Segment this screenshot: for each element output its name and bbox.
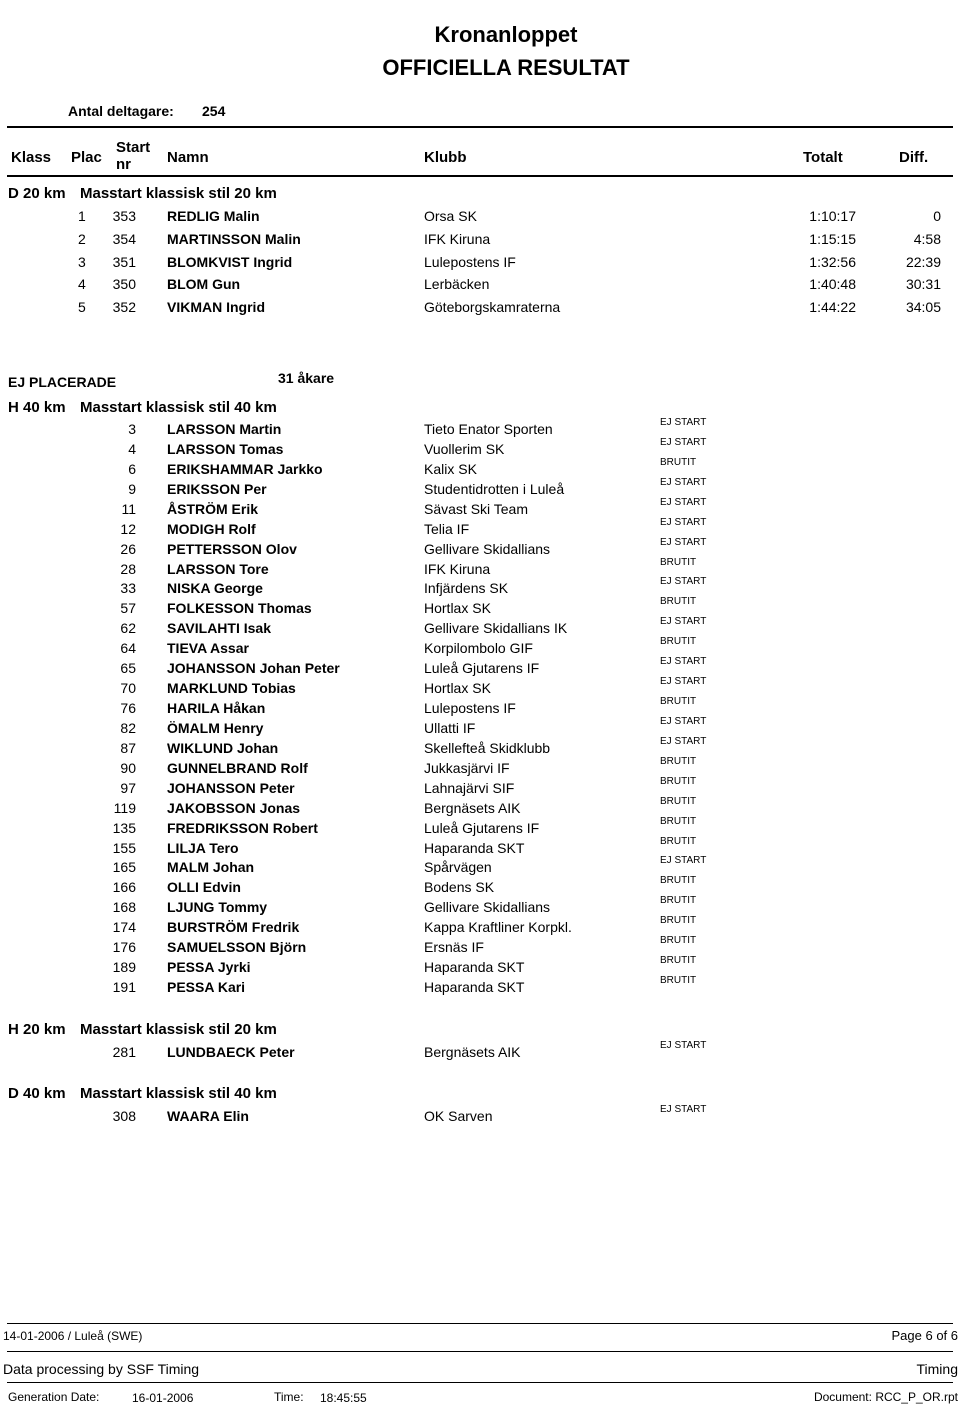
start-number: 97 (120, 779, 136, 796)
result-row (0, 254, 960, 274)
start-number: 165 (112, 859, 136, 876)
athlete-name: SAVILAHTI Isak (167, 620, 271, 637)
athlete-name: GUNNELBRAND Rolf (167, 759, 308, 776)
placement: 2 (78, 230, 86, 247)
start-number: 354 (112, 230, 136, 247)
status-label: BRUTIT (660, 556, 697, 568)
club-name: Hortlax SK (424, 600, 491, 617)
col-totalt: Totalt (803, 149, 843, 166)
club-name: Ullatti IF (424, 719, 476, 736)
club-name: Orsa SK (424, 208, 477, 224)
status-label: BRUTIT (660, 795, 697, 807)
club-name: Hortlax SK (424, 680, 491, 697)
class-code: D 20 km (8, 185, 66, 202)
athlete-name: FREDRIKSSON Robert (167, 819, 318, 836)
athlete-name: JOHANSSON Peter (167, 779, 295, 796)
status-label: BRUTIT (660, 815, 697, 827)
start-number: 119 (113, 799, 136, 816)
status-label: BRUTIT (660, 875, 697, 887)
start-number: 90 (120, 759, 136, 776)
total-time: 1:40:48 (809, 276, 856, 293)
athlete-name: BLOM Gun (167, 276, 241, 293)
status-label: EJ START (660, 1040, 707, 1051)
entry-row (0, 496, 960, 521)
athlete-name: PETTERSSON Olov (167, 540, 297, 557)
entry-row (0, 556, 960, 581)
status-label: EJ START (660, 855, 707, 867)
unplaced-count: 31 åkare (278, 370, 335, 386)
start-number: 26 (120, 540, 136, 557)
entry-row (0, 656, 960, 680)
start-number: 168 (112, 899, 136, 916)
athlete-name: LARSSON Martin (167, 421, 282, 437)
footer-date-place: 14-01-2006 / Luleå (SWE) (3, 1329, 143, 1343)
placement: 4 (78, 276, 86, 293)
status-label: BRUTIT (660, 456, 697, 468)
club-name: Bodens SK (424, 879, 495, 896)
club-name: Haparanda SKT (424, 959, 525, 976)
footer-generation-date: 16-01-2006 (132, 1391, 194, 1405)
club-name: Lulepostens IF (424, 253, 516, 270)
col-diff: Diff. (899, 149, 929, 166)
start-number: 82 (120, 719, 136, 736)
athlete-name: HARILA Håkan (167, 700, 266, 717)
entry-row (0, 576, 960, 600)
class-name: Masstart klassisk stil 20 km (80, 185, 277, 202)
club-name: Skellefteå Skidklubb (424, 739, 551, 756)
status-label: EJ START (660, 735, 707, 747)
athlete-name: LJUNG Tommy (167, 899, 268, 916)
col-start-nr: nr (116, 156, 131, 173)
start-number: 174 (112, 919, 136, 936)
entry-row (0, 875, 960, 899)
footer-rule-bottom (7, 1382, 953, 1383)
athlete-name: LILJA Tero (167, 839, 239, 856)
athlete-name: ÖMALM Henry (167, 719, 264, 736)
club-name: Haparanda SKT (424, 979, 525, 996)
athlete-name: VIKMAN Ingrid (167, 299, 265, 316)
status-label: BRUTIT (660, 775, 697, 787)
result-row (0, 208, 960, 228)
entry-row (0, 855, 960, 879)
entry-row (0, 935, 960, 959)
club-name: Lulepostens IF (424, 700, 516, 717)
start-number: 135 (112, 819, 136, 836)
athlete-name: MARKLUND Tobias (167, 680, 296, 697)
participants-count: 254 (202, 103, 226, 119)
club-name: Kappa Kraftliner Korpkl. (424, 919, 572, 936)
status-label: EJ START (660, 656, 707, 668)
entry-row (0, 775, 960, 800)
entry-row (0, 696, 960, 720)
athlete-name: TIEVA Assar (167, 640, 249, 657)
athlete-name: MODIGH Rolf (167, 520, 256, 537)
class-name: Masstart klassisk stil 40 km (80, 1085, 277, 1102)
club-name: Korpilombolo GIF (424, 640, 533, 657)
athlete-name: ERIKSSON Per (167, 480, 267, 497)
club-name: Sävast Ski Team (424, 500, 529, 517)
class-code: D 40 km (8, 1085, 66, 1102)
total-time: 1:15:15 (809, 230, 856, 247)
footer-timing: Timing (916, 1361, 958, 1377)
club-name: Infjärdens SK (424, 580, 509, 597)
footer-processing: Data processing by SSF Timing (3, 1361, 200, 1377)
entry-row (0, 456, 960, 481)
participants-label: Antal deltagare: (68, 103, 174, 119)
start-number: 281 (112, 1044, 136, 1060)
athlete-name: LARSSON Tore (167, 560, 269, 577)
time-diff: 0 (933, 208, 941, 224)
entry-row (0, 516, 960, 541)
athlete-name: PESSA Kari (167, 979, 246, 996)
start-number: 76 (120, 700, 136, 717)
entry-row (0, 636, 960, 660)
result-row (0, 231, 960, 251)
club-name: Jukkasjärvi IF (424, 759, 510, 776)
start-number: 65 (120, 660, 136, 677)
club-name: Haparanda SKT (424, 839, 525, 856)
club-name: Göteborgskamraterna (424, 299, 561, 316)
start-number: 353 (112, 208, 136, 224)
status-label: BRUTIT (660, 895, 697, 907)
start-number: 11 (121, 500, 136, 517)
status-label: EJ START (660, 715, 707, 727)
club-name: Gellivare Skidallians (424, 540, 551, 557)
athlete-name: WIKLUND Johan (167, 739, 279, 756)
status-label: BRUTIT (660, 696, 697, 708)
entry-row (0, 895, 960, 919)
start-number: 70 (120, 680, 136, 697)
placement: 1 (78, 208, 86, 224)
athlete-name: BLOMKVIST Ingrid (167, 253, 293, 270)
entry-row (0, 955, 960, 979)
entry-row (0, 616, 960, 640)
start-number: 64 (120, 640, 136, 657)
status-label: EJ START (660, 616, 707, 628)
athlete-name: MALM Johan (167, 859, 255, 876)
class-name: Masstart klassisk stil 20 km (80, 1021, 277, 1038)
status-label: BRUTIT (660, 955, 697, 967)
club-name: Vuollerim SK (424, 440, 505, 457)
placement: 5 (78, 299, 86, 316)
footer-time-label: Time: (274, 1390, 304, 1404)
athlete-name: OLLI Edvin (167, 879, 241, 896)
entry-row (0, 715, 960, 740)
status-label: EJ START (660, 417, 707, 428)
status-label: EJ START (660, 516, 707, 528)
entry-row (0, 755, 960, 780)
status-label: EJ START (660, 676, 707, 688)
entry-row (0, 596, 960, 620)
status-label: EJ START (660, 436, 707, 448)
document-subtitle: OFFICIELLA RESULTAT (382, 55, 630, 80)
club-name: IFK Kiruna (424, 560, 491, 577)
entry-row (0, 735, 960, 760)
status-label: EJ START (660, 536, 707, 548)
entry-row (0, 417, 960, 441)
col-start: Start (116, 139, 151, 156)
athlete-name: JAKOBSSON Jonas (167, 799, 301, 816)
unplaced-heading: EJ PLACERADE (8, 374, 117, 390)
class-name: Masstart klassisk stil 40 km (80, 399, 277, 416)
start-number: 62 (120, 620, 136, 637)
footer-document: Document: RCC_P_OR.rpt (813, 1390, 958, 1404)
start-number: 4 (128, 440, 136, 457)
placement: 3 (78, 253, 86, 270)
time-diff: 30:31 (905, 276, 941, 293)
club-name: Ersnäs IF (424, 939, 484, 956)
club-name: Spårvägen (424, 859, 492, 876)
total-time: 1:10:17 (809, 208, 856, 224)
result-row (0, 299, 960, 319)
athlete-name: WAARA Elin (167, 1108, 249, 1124)
status-label: BRUTIT (660, 915, 697, 927)
club-name: IFK Kiruna (424, 230, 491, 247)
entry-row (0, 915, 960, 939)
start-number: 350 (112, 276, 136, 293)
result-row (0, 276, 960, 296)
footer-page: Page 6 of 6 (891, 1328, 958, 1343)
club-name: Gellivare Skidallians IK (424, 620, 568, 637)
entry-row (0, 975, 960, 999)
status-label: BRUTIT (660, 935, 697, 947)
athlete-name: LARSSON Tomas (167, 440, 284, 457)
status-label: EJ START (660, 496, 707, 508)
status-label: BRUTIT (660, 636, 697, 648)
club-name: Telia IF (424, 520, 470, 537)
start-number: 6 (128, 460, 136, 477)
time-diff: 4:58 (913, 230, 941, 247)
time-diff: 22:39 (905, 253, 941, 270)
start-number: 189 (112, 959, 136, 976)
status-label: EJ START (660, 476, 707, 488)
status-label: BRUTIT (660, 596, 697, 608)
footer-time-value: 18:45:55 (320, 1391, 367, 1405)
club-name: Bergnäsets AIK (424, 1044, 521, 1060)
entry-row (0, 795, 960, 820)
total-time: 1:44:22 (809, 299, 856, 316)
athlete-name: ÅSTRÖM Erik (167, 500, 259, 517)
start-number: 166 (112, 879, 136, 896)
footer-generation-label: Generation Date: (8, 1390, 100, 1404)
status-label: BRUTIT (660, 975, 697, 987)
footer-rule-middle (7, 1351, 953, 1352)
club-name: Lahnajärvi SIF (424, 779, 515, 796)
athlete-name: JOHANSSON Johan Peter (167, 660, 340, 677)
col-namn: Namn (167, 149, 209, 166)
start-number: 351 (112, 253, 136, 270)
entry-row (0, 676, 960, 700)
start-number: 155 (112, 839, 136, 856)
start-number: 3 (128, 421, 136, 437)
start-number: 33 (120, 580, 136, 597)
athlete-name: ERIKSHAMMAR Jarkko (167, 460, 323, 477)
total-time: 1:32:56 (809, 253, 856, 270)
club-name: Bergnäsets AIK (424, 799, 521, 816)
start-number: 308 (112, 1108, 136, 1124)
start-number: 87 (120, 739, 136, 756)
athlete-name: NISKA George (167, 580, 263, 597)
athlete-name: BURSTRÖM Fredrik (167, 919, 300, 936)
status-label: EJ START (660, 1104, 707, 1115)
athlete-name: LUNDBAECK Peter (167, 1044, 295, 1060)
start-number: 352 (112, 299, 136, 316)
status-label: BRUTIT (660, 755, 697, 767)
club-name: Luleå Gjutarens IF (424, 660, 540, 677)
start-number: 12 (120, 520, 136, 537)
athlete-name: SAMUELSSON Björn (167, 939, 307, 956)
entry-row (0, 1104, 960, 1128)
athlete-name: PESSA Jyrki (167, 959, 251, 976)
status-label: BRUTIT (660, 835, 697, 847)
club-name: Tieto Enator Sporten (424, 421, 553, 437)
class-code: H 20 km (8, 1021, 66, 1038)
header-rule-bottom (7, 175, 953, 177)
entry-row (0, 476, 960, 501)
club-name: Studentidrotten i Luleå (424, 480, 565, 497)
start-number: 176 (112, 939, 136, 956)
start-number: 9 (128, 480, 136, 497)
club-name: Luleå Gjutarens IF (424, 819, 540, 836)
club-name: Lerbäcken (424, 276, 490, 293)
athlete-name: REDLIG Malin (167, 208, 260, 224)
athlete-name: FOLKESSON Thomas (167, 600, 312, 617)
status-label: EJ START (660, 576, 707, 588)
club-name: Kalix SK (424, 460, 477, 477)
club-name: OK Sarven (424, 1108, 493, 1124)
entry-row (0, 436, 960, 461)
class-code: H 40 km (8, 399, 66, 416)
event-title: Kronanloppet (434, 22, 578, 47)
entry-row (0, 1040, 960, 1064)
col-plac: Plac (71, 149, 102, 166)
start-number: 57 (120, 600, 136, 617)
club-name: Gellivare Skidallians (424, 899, 551, 916)
time-diff: 34:05 (905, 299, 941, 316)
athlete-name: MARTINSSON Malin (167, 230, 301, 247)
entry-row (0, 835, 960, 860)
col-klass: Klass (11, 149, 52, 166)
col-klubb: Klubb (424, 149, 467, 166)
start-number: 28 (120, 560, 136, 577)
start-number: 191 (112, 979, 136, 996)
footer-rule-top (7, 1323, 953, 1324)
header-rule-top (7, 126, 953, 128)
entry-row (0, 815, 960, 840)
entry-row (0, 536, 960, 561)
